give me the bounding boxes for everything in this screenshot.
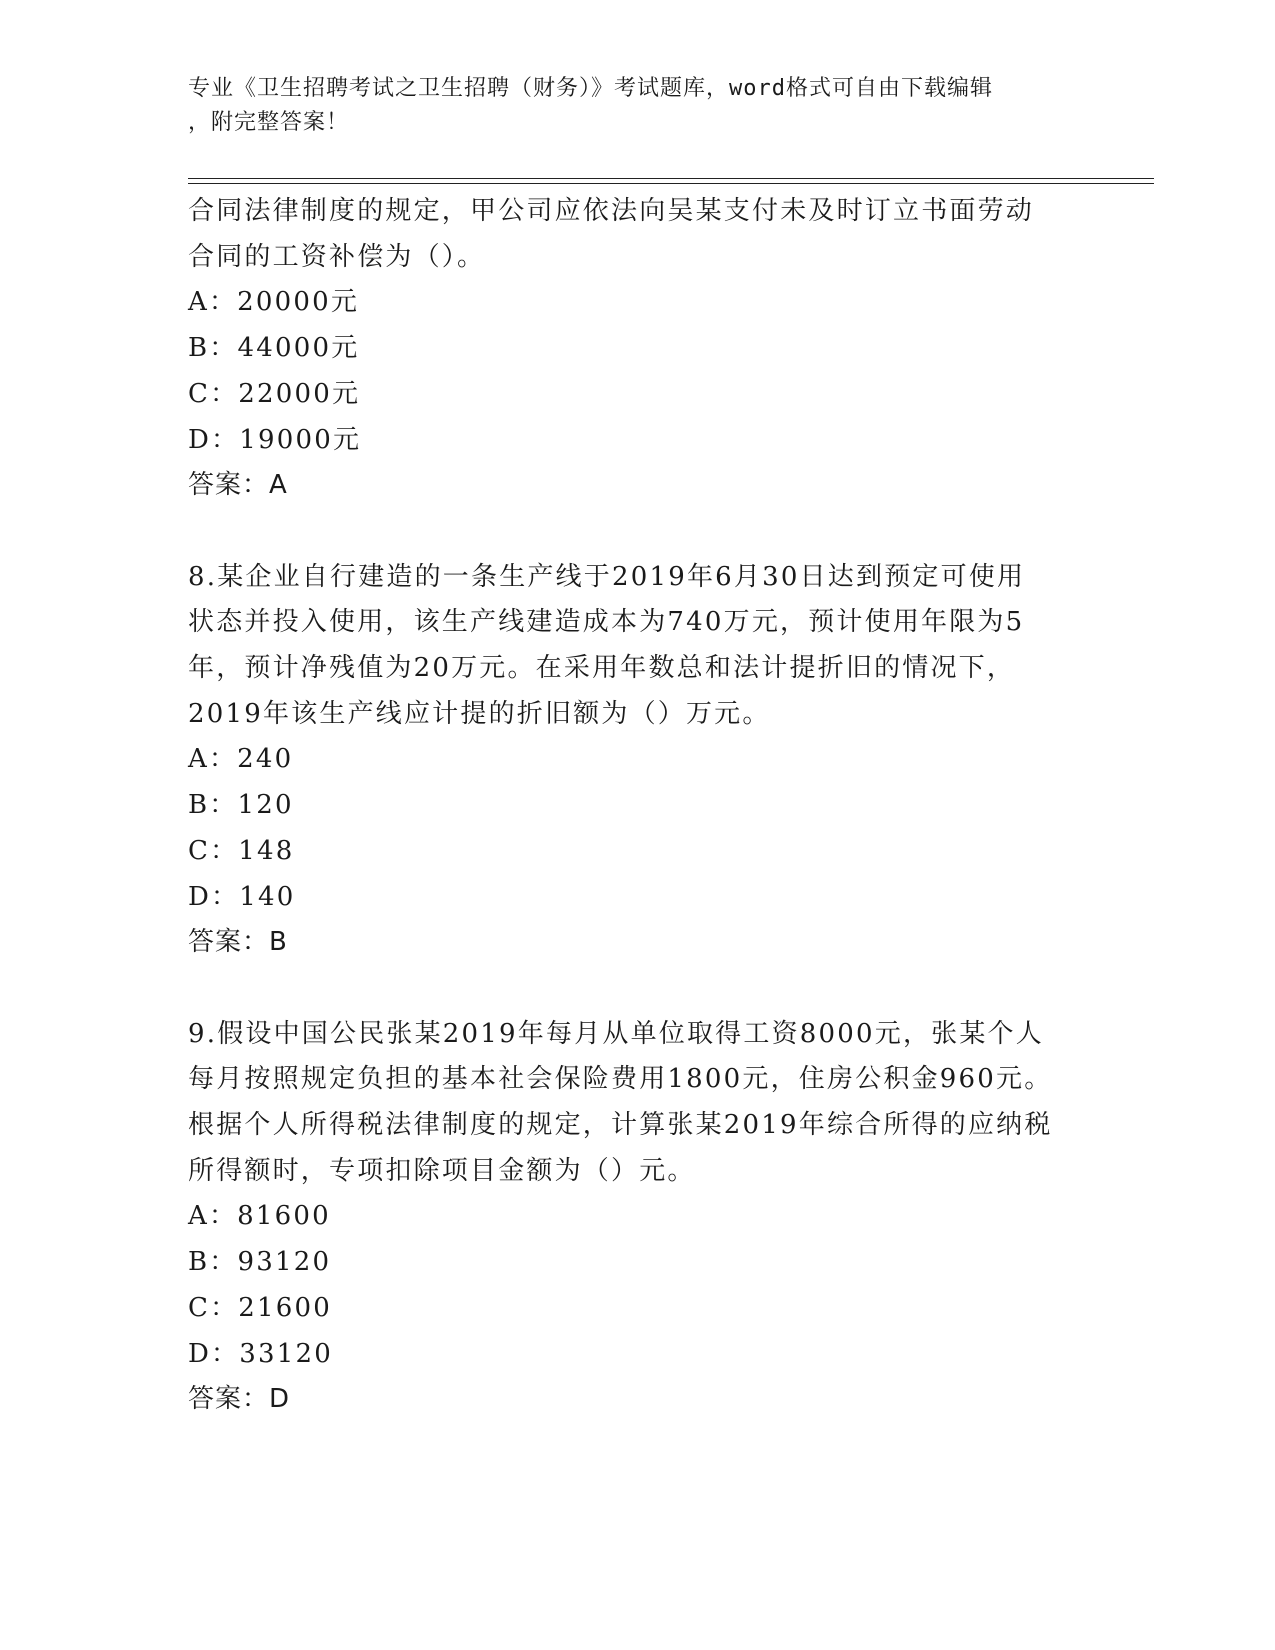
question-8-option-c: C：148 xyxy=(188,835,295,866)
question-9-stem-line-3: 根据个人所得税法律制度的规定，计算张某2019年综合所得的应纳税 xyxy=(188,1110,1053,1141)
question-9-option-c: C：21600 xyxy=(188,1292,333,1323)
question-7-option-c: C：22000元 xyxy=(188,378,361,409)
question-8-option-d: D：140 xyxy=(188,881,296,912)
question-7-option-a: A：20000元 xyxy=(188,287,360,318)
question-7-answer: 答案：A xyxy=(188,470,288,501)
header-divider-second xyxy=(188,183,1154,184)
question-7-option-b: B：44000元 xyxy=(188,333,360,364)
header-line-2: ，附完整答案！ xyxy=(188,110,350,135)
document-body xyxy=(188,189,1088,1423)
question-9-option-b: B：93120 xyxy=(188,1247,332,1278)
question-8-stem-line-3: 年，预计净残值为20万元。在采用年数总和法计提折旧的情况下， xyxy=(188,653,1016,684)
document-header xyxy=(188,72,1068,140)
question-9-stem-line-1: 9.假设中国公民张某2019年每月从单位取得工资8000元，张某个人 xyxy=(188,1018,1044,1049)
question-7 xyxy=(188,189,1088,509)
question-8-answer: 答案：B xyxy=(188,927,288,958)
question-8-stem-line-2: 状态并投入使用，该生产线建造成本为740万元，预计使用年限为5 xyxy=(188,607,1025,638)
question-9-option-d: D：33120 xyxy=(188,1338,333,1369)
question-8-stem-line-4: 2019年该生产线应计提的折旧额为（）万元。 xyxy=(188,698,771,729)
spacer xyxy=(188,966,1088,1012)
question-8-stem-line-1: 8.某企业自行建造的一条生产线于2019年6月30日达到预定可使用 xyxy=(188,561,1026,592)
question-7-stem-line-1: 合同法律制度的规定，甲公司应依法向吴某支付未及时订立书面劳动 xyxy=(188,196,1035,226)
question-8 xyxy=(188,555,1088,966)
question-9-stem-line-4: 所得额时，专项扣除项目金额为（）元。 xyxy=(188,1155,696,1186)
spacer xyxy=(188,509,1088,555)
question-7-stem-line-2: 合同的工资补偿为（）。 xyxy=(188,241,486,272)
question-9-answer: 答案：D xyxy=(188,1384,291,1415)
question-7-option-d: D：19000元 xyxy=(188,424,362,455)
header-line-1: 专业《卫生招聘考试之卫生招聘（财务）》考试题库，word格式可自由下载编辑 xyxy=(188,76,993,101)
question-9-option-a: A：81600 xyxy=(188,1201,331,1232)
header-divider xyxy=(188,178,1154,179)
question-8-option-b: B：120 xyxy=(188,790,294,821)
question-9-stem-line-2: 每月按照规定负担的基本社会保险费用1800元，住房公积金960元。 xyxy=(188,1064,1053,1095)
question-9 xyxy=(188,1012,1088,1423)
question-8-option-a: A：240 xyxy=(188,744,294,775)
